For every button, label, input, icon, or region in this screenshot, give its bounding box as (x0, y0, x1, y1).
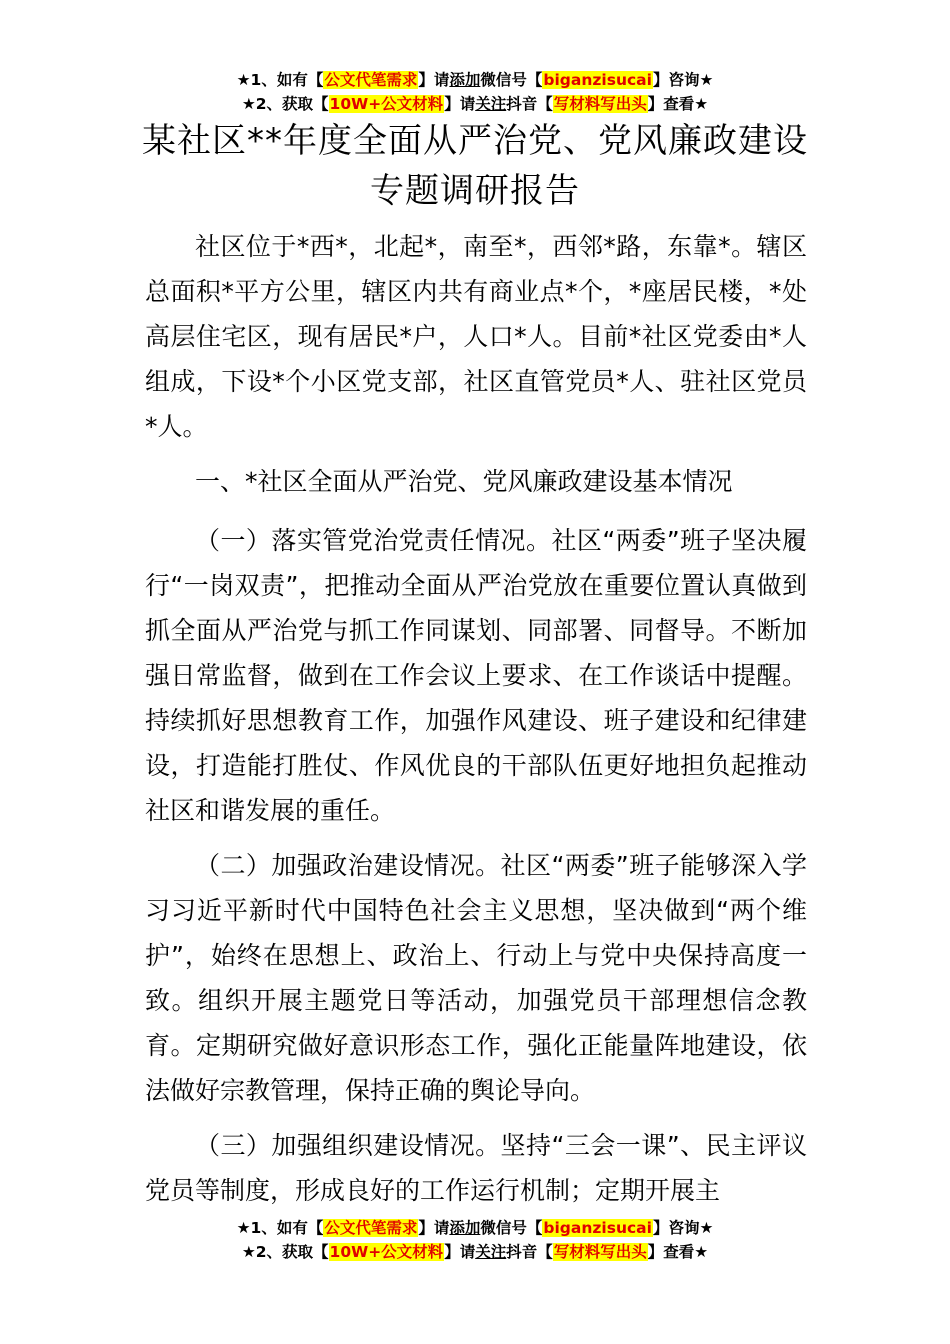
paragraph-organization: （三）加强组织建设情况。坚持“三会一课”、民主评议党员等制度，形成良好的工作运行机制；定期开展主 (145, 1131, 807, 1205)
banner-text: ★1、如有【 (236, 71, 324, 89)
title-line-1: 某社区**年度全面从严治党、党风廉政建设 (142, 121, 808, 161)
highlight-materials: 10W+公文材料 (329, 95, 444, 113)
paragraph-intro: 社区位于*西*，北起*，南至*，西邻*路，东靠*。辖区总面积*平方公里，辖区内共有商业点*个，*座居民楼，*处高层住宅区，现有居民*户，人口*人。目前*社区党委由*人组成，下设*个小区党支部，社区直管党员*人、驻社区党员*人。 (145, 232, 807, 441)
banner-text: 微信号【 (480, 71, 543, 89)
paragraph-political: （二）加强政治建设情况。社区“两委”班子能够深入学习习近平新时代中国特色社会主义思想，坚决做到“两个维护”，始终在思想上、政治上、行动上与党中央保持高度一致。组织开展主题党日等活动，加强党员干部理想信念教育。定期研究做好意识形态工作，强化正能量阵地建设，依法做好宗教管理，保持正确的舆论导向。 (145, 851, 807, 1105)
banner-text: 】查看★ (647, 1243, 709, 1261)
section-heading: 一、*社区全面从严治党、党风廉政建设基本情况 (195, 467, 733, 496)
banner-text: 】请 (418, 71, 450, 89)
document-body (145, 224, 807, 1223)
banner-text: ★1、如有【 (236, 1219, 324, 1237)
banner-text: 】请 (418, 1219, 450, 1237)
highlight-service: 公文代笔需求 (324, 1219, 418, 1237)
banner-line-2 (0, 1240, 950, 1264)
highlight-wechat-id: biganzisucai (543, 71, 652, 89)
footer-banner (0, 1216, 950, 1264)
banner-text: 】请 (444, 95, 476, 113)
banner-line-1 (0, 68, 950, 92)
banner-text: 】查看★ (647, 95, 709, 113)
document-title (0, 116, 950, 216)
underlined-text: 关注 (475, 95, 507, 113)
banner-text: 】咨询★ (652, 1219, 714, 1237)
banner-text: 】请 (444, 1243, 476, 1261)
underlined-text: 添加 (449, 71, 481, 89)
highlight-wechat-id: biganzisucai (543, 1219, 652, 1237)
title-line-2: 专题调研报告 (370, 171, 580, 211)
underlined-text: 关注 (475, 1243, 507, 1261)
highlight-douyin: 写材料写出头 (553, 1243, 647, 1261)
highlight-service: 公文代笔需求 (324, 71, 418, 89)
banner-line-2 (0, 92, 950, 116)
banner-line-1 (0, 1216, 950, 1240)
highlight-materials: 10W+公文材料 (329, 1243, 444, 1261)
underlined-text: 添加 (449, 1219, 481, 1237)
banner-text: 抖音【 (506, 95, 553, 113)
highlight-douyin: 写材料写出头 (553, 95, 647, 113)
banner-text: 】咨询★ (652, 71, 714, 89)
banner-text: 抖音【 (506, 1243, 553, 1261)
header-banner (0, 68, 950, 116)
banner-text: ★2、获取【 (241, 1243, 329, 1261)
banner-text: ★2、获取【 (241, 95, 329, 113)
banner-text: 微信号【 (480, 1219, 543, 1237)
paragraph-responsibility: （一）落实管党治党责任情况。社区“两委”班子坚决履行“一岗双责”，把推动全面从严治党放在重要位置认真做到抓全面从严治党与抓工作同谋划、同部署、同督导。不断加强日常监督，做到在工作会议上要求、在工作谈话中提醒。持续抓好思想教育工作，加强作风建设、班子建设和纪律建设，打造能打胜仗、作风优良的干部队伍更好地担负起推动社区和谐发展的重任。 (145, 526, 807, 825)
